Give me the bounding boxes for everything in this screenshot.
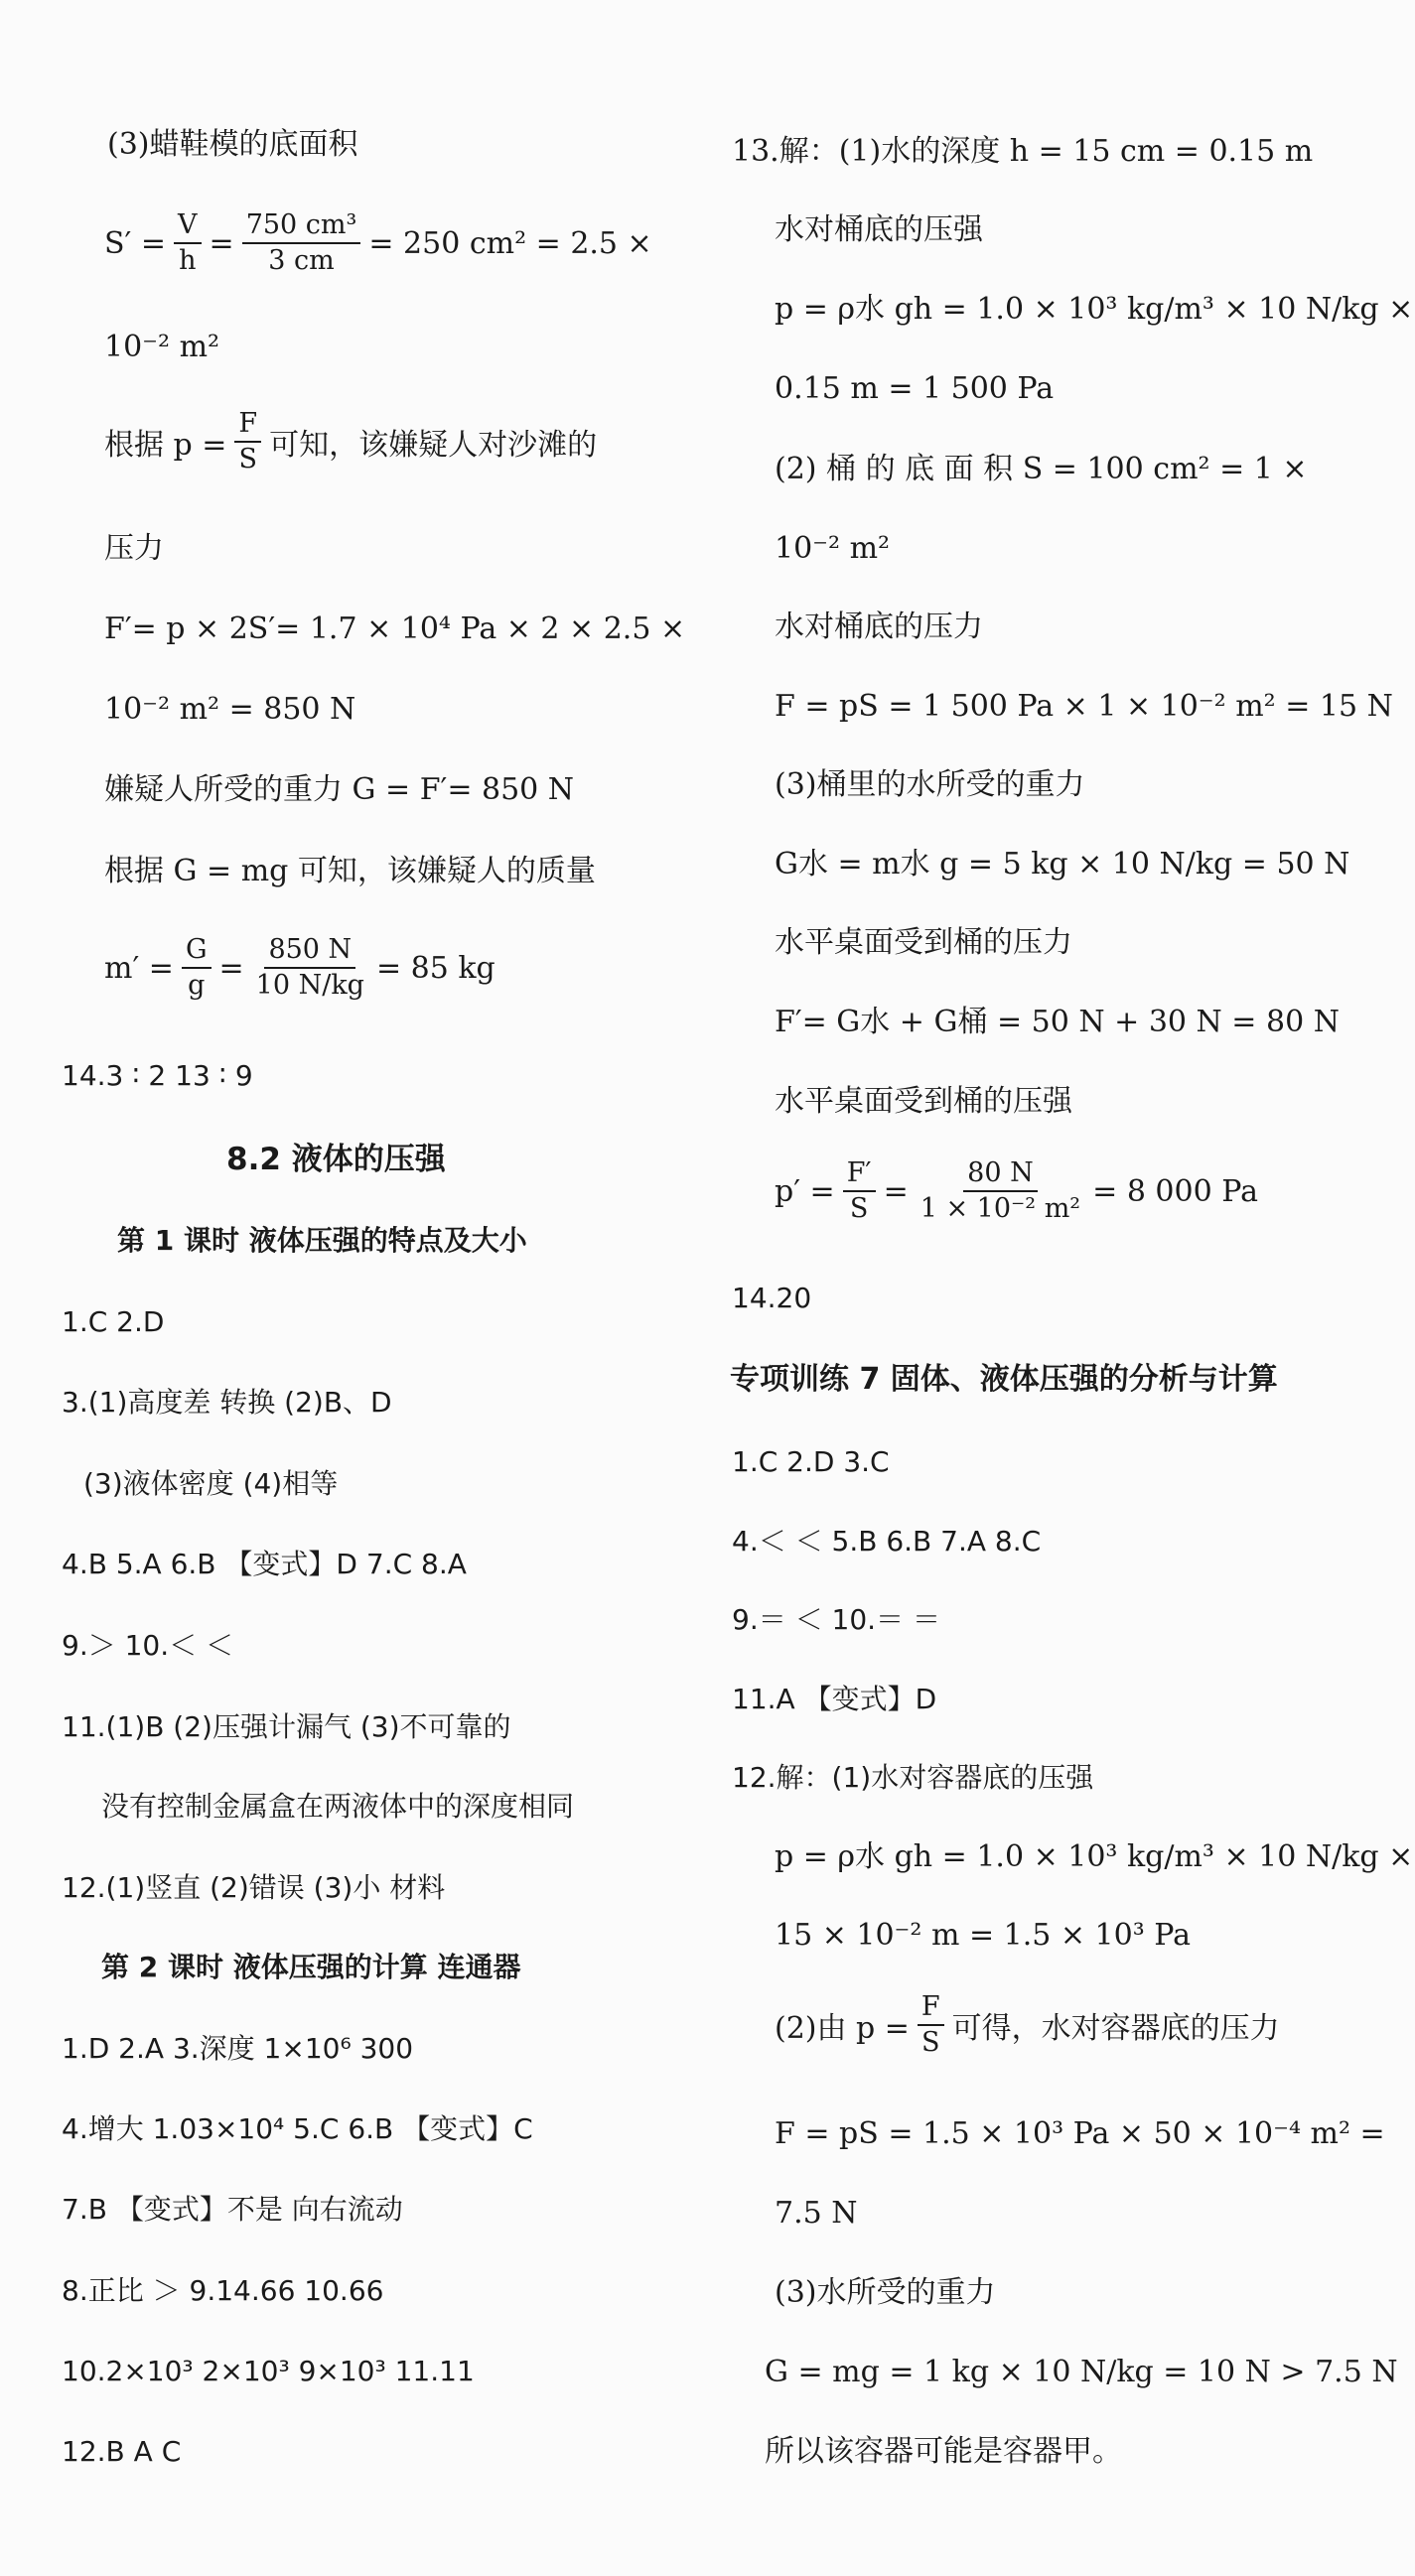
formula-text: 根据 p =: [104, 428, 227, 463]
fraction-numerator: G: [182, 933, 212, 969]
text-line: 所以该容器可能是容器甲。: [765, 2434, 1122, 2469]
fraction: [182, 933, 212, 1003]
fraction-numerator: F: [234, 407, 261, 443]
text-line: F = pS = 1.5 × 10³ Pa × 50 × 10⁻⁴ m² =: [775, 2116, 1385, 2151]
fraction: [917, 1156, 1084, 1226]
answer-line: 没有控制金属盒在两液体中的深度相同: [101, 1790, 575, 1823]
text-line: F = pS = 1 500 Pa × 1 × 10⁻² m² = 15 N: [775, 689, 1393, 724]
text-line: 10⁻² m²: [775, 531, 891, 566]
formula-line: [775, 1990, 1280, 2060]
fraction-numerator: 750 cm³: [242, 208, 361, 244]
formula-text: =: [883, 1173, 909, 1209]
formula-text: p′ =: [775, 1173, 835, 1209]
text-line: (3)水所受的重力: [775, 2275, 996, 2310]
fraction-denominator: 3 cm: [268, 245, 335, 276]
fraction-denominator: S: [921, 2027, 940, 2058]
answer-line: 4.B 5.A 6.B 【变式】D 7.C 8.A: [62, 1548, 467, 1580]
text-line: G水 = m水 g = 5 kg × 10 N/kg = 50 N: [775, 847, 1350, 881]
formula-text: = 85 kg: [375, 950, 495, 986]
text-line: F′= p × 2S′= 1.7 × 10⁴ Pa × 2 × 2.5 ×: [104, 611, 686, 646]
answer-line: 11.A 【变式】D: [732, 1683, 937, 1715]
answer-line: 9.＝ ＜ 10.＝ ＝: [732, 1603, 940, 1636]
fraction: [252, 933, 368, 1003]
fraction-denominator: S: [849, 1193, 869, 1224]
text-line: 水平桌面受到桶的压强: [775, 1084, 1072, 1119]
answer-line: 9.＞ 10.＜ ＜: [62, 1629, 234, 1662]
answer-line: 8.正比 ＞ 9.14.66 10.66: [62, 2274, 384, 2307]
text-line: 水对桶底的压力: [775, 610, 983, 644]
answer-line: 12.解：(1)水对容器底的压强: [732, 1761, 1094, 1794]
formula-text: S′ =: [104, 225, 167, 261]
fraction-numerator: 850 N: [264, 933, 355, 969]
formula-text: =: [209, 225, 234, 261]
lesson-heading: 第 1 课时 液体压强的特点及大小: [117, 1224, 527, 1257]
formula-line: [104, 933, 495, 1003]
answer-line: 11.(1)B (2)压强计漏气 (3)不可靠的: [62, 1710, 511, 1743]
fraction-denominator: S: [238, 444, 258, 475]
text-line: p = ρ水 gh = 1.0 × 10³ kg/m³ × 10 N/kg ×: [775, 292, 1414, 327]
text-line: G = mg = 1 kg × 10 N/kg = 10 N > 7.5 N: [765, 2355, 1398, 2389]
fraction-denominator: 1 × 10⁻² m²: [920, 1193, 1081, 1224]
text-line: (3)蜡鞋模的底面积: [107, 127, 358, 162]
text-line: p = ρ水 gh = 1.0 × 10³ kg/m³ × 10 N/kg ×: [775, 1839, 1414, 1874]
fraction-numerator: F′: [843, 1156, 876, 1192]
answer-line: (3)液体密度 (4)相等: [83, 1467, 339, 1500]
fraction: [174, 208, 202, 278]
fraction: [242, 208, 361, 278]
answer-line: 4.＜ ＜ 5.B 6.B 7.A 8.C: [732, 1525, 1042, 1558]
text-line: 水对桶底的压强: [775, 212, 983, 247]
fraction-denominator: 10 N/kg: [255, 970, 364, 1001]
lesson-heading: 第 2 课时 液体压强的计算 连通器: [101, 1951, 521, 1983]
fraction-numerator: V: [174, 208, 202, 244]
answer-line: 3.(1)高度差 转换 (2)B、D: [62, 1386, 392, 1419]
text-line: 7.5 N: [775, 2196, 858, 2231]
answer-line: 7.B 【变式】不是 向右流动: [62, 2193, 403, 2226]
fraction: [234, 407, 261, 476]
text-line: 嫌疑人所受的重力 G = F′= 850 N: [104, 772, 575, 807]
section-heading: 8.2 液体的压强: [226, 1142, 446, 1177]
formula-text: 可知，该嫌疑人对沙滩的: [269, 428, 598, 463]
text-line: 15 × 10⁻² m = 1.5 × 10³ Pa: [775, 1918, 1191, 1953]
answer-line: 1.C 2.D 3.C: [732, 1445, 890, 1478]
text-line: 根据 G = mg 可知，该嫌疑人的质量: [104, 854, 596, 888]
formula-text: 可得，水对容器底的压力: [951, 2011, 1280, 2046]
formula-line: [104, 407, 597, 476]
text-line: (2) 桶 的 底 面 积 S = 100 cm² = 1 ×: [775, 452, 1308, 486]
fraction-numerator: 80 N: [963, 1156, 1038, 1192]
answer-line: 14.20: [732, 1282, 812, 1314]
answer-line: 10.2×10³ 2×10³ 9×10³ 11.11: [62, 2355, 475, 2387]
formula-text: m′ =: [104, 950, 174, 986]
text-line: F′= G水 + G桶 = 50 N + 30 N = 80 N: [775, 1005, 1340, 1039]
text-line: 0.15 m = 1 500 Pa: [775, 371, 1055, 406]
fraction-numerator: F: [918, 1990, 944, 2026]
formula-text: =: [218, 950, 244, 986]
formula-text: (2)由 p =: [775, 2011, 910, 2046]
answer-line: 4.增大 1.03×10⁴ 5.C 6.B 【变式】C: [62, 2112, 533, 2145]
answer-line: 1.D 2.A 3.深度 1×10⁶ 300: [62, 2032, 414, 2065]
text-line: 10⁻² m² = 850 N: [104, 692, 356, 727]
answer-line: 14.3 ∶ 2 13 ∶ 9: [62, 1059, 253, 1092]
fraction-denominator: g: [188, 970, 206, 1001]
text-line: 水平桌面受到桶的压力: [775, 925, 1072, 960]
fraction: [843, 1156, 876, 1226]
text-line: (3)桶里的水所受的重力: [775, 767, 1085, 802]
fraction-denominator: h: [179, 245, 197, 276]
answer-line: 12.B A C: [62, 2435, 182, 2468]
text-line: 压力: [104, 531, 164, 566]
section-heading: 专项训练 7 固体、液体压强的分析与计算: [730, 1362, 1278, 1397]
text-line: 10⁻² m²: [104, 330, 220, 364]
answer-line: 1.C 2.D: [62, 1305, 165, 1338]
formula-line: [104, 208, 652, 278]
formula-text: = 250 cm² = 2.5 ×: [368, 225, 652, 261]
text-line: 13.解：(1)水的深度 h = 15 cm = 0.15 m: [732, 134, 1314, 169]
answer-line: 12.(1)竖直 (2)错误 (3)小 材料: [62, 1871, 446, 1904]
formula-text: = 8 000 Pa: [1092, 1173, 1258, 1209]
formula-line: [775, 1156, 1258, 1226]
fraction: [918, 1990, 944, 2060]
